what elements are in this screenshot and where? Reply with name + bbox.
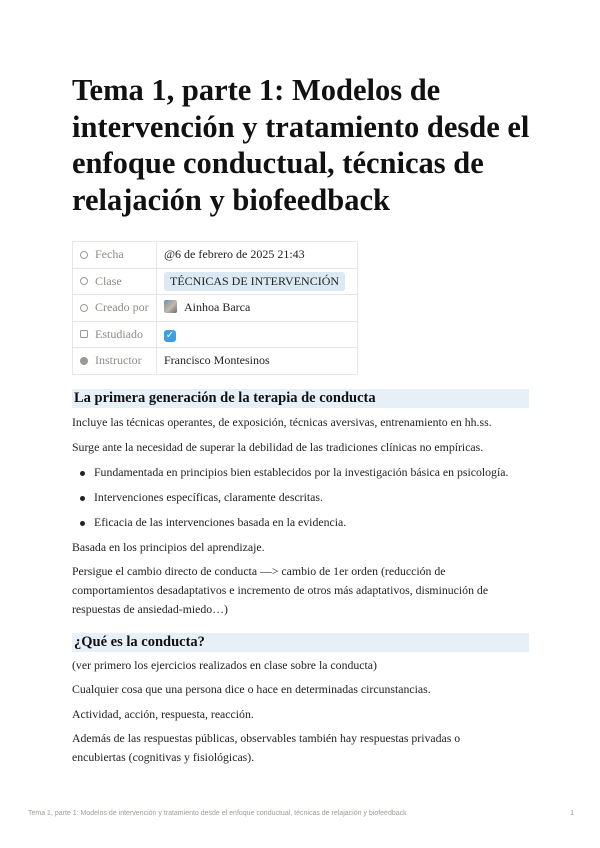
people-icon xyxy=(79,356,88,365)
paragraph: Basada en los principios del aprendizaje. xyxy=(72,540,265,554)
property-key: Instructor xyxy=(95,353,142,368)
page-title: Tema 1, parte 1: Modelos de intervención y tratamiento desde el enfoque conductual, técnicas de relajación y biofeedback xyxy=(72,73,530,217)
paragraph: Actividad, acción, respuesta, reacción. xyxy=(72,707,254,721)
property-key: Clase xyxy=(95,273,122,288)
paragraph: Persigue el cambio directo de conducta —> cambio de 1er orden (reducción de comportamientos desadaptativos e incremento de otros más adaptativos, disminución de respuestas de ansiedad-miedo…) xyxy=(72,564,489,616)
creator-name[interactable]: Ainhoa Barca xyxy=(184,300,251,315)
checkbox-icon xyxy=(79,330,88,339)
page-number: 1 xyxy=(570,810,574,817)
list-item: Fundamentada en principios bien establecidos por la investigación básica en psicología. xyxy=(72,463,508,482)
paragraph: (ver primero los ejercicios realizados en clase sobre la conducta) xyxy=(72,658,377,672)
list-item: Eficacia de las intervenciones basada en la evidencia. xyxy=(72,513,346,532)
section-heading: La primera generación de la terapia de conducta xyxy=(72,389,529,408)
paragraph: Incluye las técnicas operantes, de exposición, técnicas aversivas, entrenamiento en hh.ss. xyxy=(72,415,492,429)
property-row-instructor xyxy=(73,348,358,375)
properties-table xyxy=(72,241,358,375)
property-key: Estudiado xyxy=(95,326,143,341)
page-footer xyxy=(28,810,574,817)
avatar xyxy=(164,300,177,313)
property-row-estudiado xyxy=(73,321,358,348)
footer-title: Tema 1, parte 1: Modelos de intervención y tratamiento desde el enfoque conductual, técnicas de relajación y biofeedback xyxy=(28,810,407,817)
property-key: Creado por xyxy=(95,300,149,315)
property-row-fecha xyxy=(73,242,358,269)
class-tag[interactable]: TÉCNICAS DE INTERVENCIÓN xyxy=(164,272,345,291)
paragraph: Surge ante la necesidad de superar la debilidad de las tradiciones clínicas no empíricas. xyxy=(72,440,484,454)
list-item: Intervenciones específicas, claramente descritas. xyxy=(72,488,323,507)
property-value[interactable]: Francisco Montesinos xyxy=(157,348,358,375)
select-icon xyxy=(79,277,88,286)
person-icon xyxy=(79,303,88,312)
property-value[interactable]: @6 de febrero de 2025 21:43 xyxy=(157,242,358,269)
paragraph: Cualquier cosa que una persona dice o hace en determinadas circunstancias. xyxy=(72,682,431,696)
studied-checkbox[interactable]: ✓ xyxy=(165,329,175,341)
property-row-clase xyxy=(73,268,358,295)
property-key: Fecha xyxy=(95,247,124,262)
paragraph: Además de las respuestas públicas, observables también hay respuestas privadas o encubiertas (cognitivas y fisiológicas). xyxy=(72,731,461,764)
section-heading: ¿Qué es la conducta? xyxy=(72,633,529,652)
property-row-creado-por xyxy=(73,295,358,322)
clock-icon xyxy=(79,250,88,259)
